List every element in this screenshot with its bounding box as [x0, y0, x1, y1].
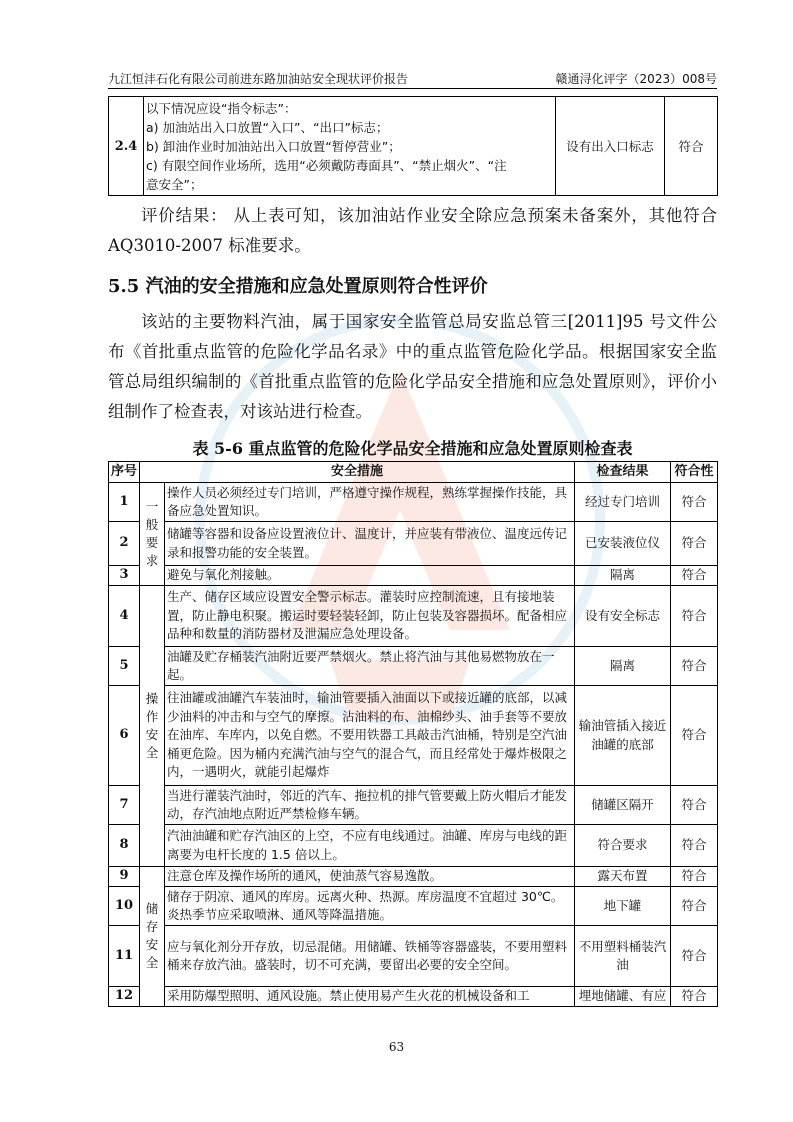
header-result: 检查结果 [575, 462, 671, 483]
measure-text: 注意仓库及操作场所的通风，使油蒸气容易逸散。 [165, 867, 575, 887]
table-row [109, 987, 718, 1007]
check-result: 设有安全标志 [575, 586, 671, 647]
row-number: 2 [109, 522, 140, 566]
conformity: 符合 [671, 867, 718, 887]
measure-text: 汽油油罐和贮存汽油区的上空，不应有电线通过。油罐、库房与电线的距离要为电杆长度的 1.5 倍以上。 [165, 825, 575, 867]
header-report-number: 赣通浔化评字（2023）008号 [555, 72, 717, 86]
page-header [108, 70, 717, 86]
measure-text: 当进行灌装汽油时，邻近的汽车、拖拉机的排气管要戴上防火帽后才能发动，存汽油地点附近严禁检修车辆。 [165, 786, 575, 825]
table-row [109, 686, 718, 786]
table-row [109, 566, 718, 586]
row-number: 3 [109, 566, 140, 586]
signage-check-table [108, 96, 718, 196]
conformity: 符合 [671, 586, 718, 647]
conformity: 符合 [671, 786, 718, 825]
requirement-text [144, 97, 556, 196]
header-no: 序号 [109, 462, 140, 483]
conformity: 符合 [671, 522, 718, 566]
table-row [109, 522, 718, 566]
conformity: 符合 [665, 97, 718, 196]
check-result: 埋地储罐、有应 [575, 987, 671, 1007]
row-number: 4 [109, 586, 140, 647]
table-row [109, 647, 718, 686]
table-row [109, 825, 718, 867]
measure-text: 采用防爆型照明、通风设施。禁止使用易产生火花的机械设备和工 [165, 987, 575, 1007]
table-header-row [109, 462, 718, 483]
table-caption: 表 5-6 重点监管的危险化学品安全措施和应急处置原则检查表 [192, 439, 633, 458]
table-row [109, 97, 718, 196]
measure-text: 避免与氧化剂接触。 [165, 566, 575, 586]
category-general: 一般要求 [140, 483, 165, 586]
page-number: 63 [388, 1040, 405, 1054]
table-row [109, 586, 718, 647]
check-result: 储罐区隔开 [575, 786, 671, 825]
evaluation-result: 评价结果： 从上表可知，该加油站作业安全除应急预案未备案外，其他符合 AQ3010-2007 标准要求。 [108, 206, 717, 255]
row-number: 6 [109, 686, 140, 786]
check-result: 已安装液位仪 [575, 522, 671, 566]
table-row [109, 483, 718, 522]
measure-text: 操作人员必须经过专门培训，严格遵守操作规程，熟练掌握操作技能，具备应急处置知识。 [165, 483, 575, 522]
measure-text: 生产、储存区域应设置安全警示标志。灌装时应控制流速，且有接地装置，防止静电积聚。搬运时要轻装轻卸，防止包装及容器损坏。配备相应品种和数量的消防器材及泄漏应急处理设备。 [165, 586, 575, 647]
section-heading: 5.5 汽油的安全措施和应急处置原则符合性评价 [108, 276, 488, 297]
check-result: 不用塑料桶装汽油 [575, 926, 671, 987]
row-number: 7 [109, 786, 140, 825]
row-number: 12 [109, 987, 140, 1007]
conformity: 符合 [671, 926, 718, 987]
table-row [109, 887, 718, 926]
conformity: 符合 [671, 987, 718, 1007]
row-number: 9 [109, 867, 140, 887]
requirement-line: b) 卸油作业时加油站出入口放置“暂停营业”； [146, 138, 401, 154]
check-result: 露天布置 [575, 867, 671, 887]
measure-text: 往油罐或油罐汽车装油时，输油管要插入油面以下或接近罐的底部，以减少油料的冲击和与空气的摩擦。沾油料的布、油棉纱头、油手套等不要放在油库、车库内，以免自燃。不要用铁器工具敲击汽油桶，特别是空汽油桶更危险。因为桶内充满汽油与空气的混合气，而且经常处于爆炸极限之内，一遇明火，就能引起爆炸 [165, 686, 575, 786]
check-result: 隔离 [575, 566, 671, 586]
conformity: 符合 [671, 647, 718, 686]
conformity: 符合 [671, 825, 718, 867]
header-conform: 符合性 [671, 462, 718, 483]
category-operation: 操作安全 [140, 586, 165, 867]
conformity: 符合 [671, 887, 718, 926]
measure-text: 应与氧化剂分开存放，切忌混储。用储罐、铁桶等容器盛装，不要用塑料桶来存放汽油。盛装时，切不可充满，要留出必要的安全空间。 [165, 926, 575, 987]
measure-text: 储存于阴凉、通风的库房。远离火种、热源。库房温度不宜超过 30℃。炎热季节应采取喷淋、通风等降温措施。 [165, 887, 575, 926]
conformity: 符合 [671, 686, 718, 786]
check-result: 输油管插入接近油罐的底部 [575, 686, 671, 786]
row-number: 5 [109, 647, 140, 686]
header-report-title: 九江恒沣石化有限公司前进东路加油站安全现状评价报告 [108, 72, 409, 86]
table-row [109, 926, 718, 987]
requirement-line: 意安全”； [146, 176, 203, 192]
category-storage: 储存安全 [140, 867, 165, 1007]
measure-text: 储罐等容器和设备应设置液位计、温度计，并应装有带液位、温度远传记录和报警功能的安全装置。 [165, 522, 575, 566]
row-number: 11 [109, 926, 140, 987]
header-divider [108, 88, 717, 89]
gasoline-safety-check-table [108, 461, 718, 1007]
header-measure: 安全措施 [140, 462, 575, 483]
table-row [109, 867, 718, 887]
row-number: 2.4 [109, 97, 144, 196]
table-row [109, 786, 718, 825]
check-result: 地下罐 [575, 887, 671, 926]
requirement-line: c) 有限空间作业场所，选用“必须戴防毒面具”、“禁止烟火”、“注 [146, 157, 507, 173]
requirement-line: 以下情况应设“指令标志”： [146, 100, 297, 116]
measure-text: 油罐及贮存桶装汽油附近要严禁烟火。禁止将汽油与其他易燃物放在一起。 [165, 647, 575, 686]
section-paragraph: 该站的主要物料汽油，属于国家安全监管总局安监总管三[2011]95 号文件公布《首批重点监管的危险化学品名录》中的重点监管危险化学品。根据国家安全监管总局组织编制的《首批重点监管的危险化学品安全措施和应急处置原则》，评价小组制作了检查表，对该站进行检查。 [108, 312, 717, 421]
row-number: 1 [109, 483, 140, 522]
row-number: 10 [109, 887, 140, 926]
check-result: 经过专门培训 [575, 483, 671, 522]
conformity: 符合 [671, 566, 718, 586]
requirement-line: a) 加油站出入口放置“入口”、“出口”标志； [146, 119, 389, 135]
check-result: 设有出入口标志 [556, 97, 665, 196]
check-result: 隔离 [575, 647, 671, 686]
check-result: 符合要求 [575, 825, 671, 867]
row-number: 8 [109, 825, 140, 867]
conformity: 符合 [671, 483, 718, 522]
